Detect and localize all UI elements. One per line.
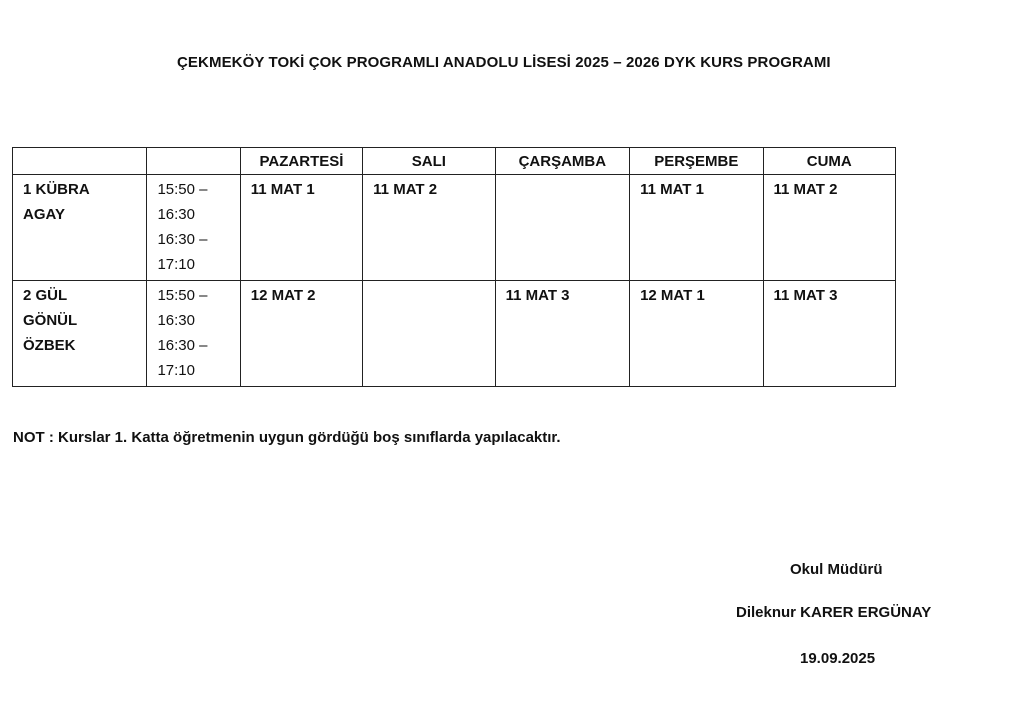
header-cuma: CUMA <box>763 148 895 175</box>
cell-cuma: 11 MAT 2 <box>763 175 895 281</box>
header-persembe: PERŞEMBE <box>630 148 763 175</box>
header-carsamba: ÇARŞAMBA <box>495 148 629 175</box>
cell-persembe: 11 MAT 1 <box>630 175 763 281</box>
table-row <box>13 281 896 387</box>
teacher-name-line: GÖNÜL <box>23 312 78 329</box>
signature-date: 19.09.2025 <box>800 650 876 667</box>
time-cell <box>147 281 240 387</box>
time-line: 16:30 <box>157 206 195 223</box>
time-line: 15:50 – <box>157 181 208 198</box>
teacher-cell <box>13 281 147 387</box>
cell-pazartesi: 12 MAT 2 <box>240 281 362 387</box>
note-text: NOT : Kurslar 1. Katta öğretmenin uygun gördüğü boş sınıflarda yapılacaktır. <box>13 429 561 446</box>
time-line: 17:10 <box>157 256 195 273</box>
header-pazartesi: PAZARTESİ <box>240 148 362 175</box>
teacher-name-line: 2 GÜL <box>23 287 68 304</box>
time-cell <box>147 175 240 281</box>
header-time <box>147 148 240 175</box>
teacher-name-line: AGAY <box>23 206 65 223</box>
cell-carsamba <box>495 175 629 281</box>
signature-name: Dileknur KARER ERGÜNAY <box>736 604 932 621</box>
time-line: 16:30 <box>157 312 195 329</box>
time-line: 15:50 – <box>157 287 208 304</box>
signature-role: Okul Müdürü <box>790 561 883 578</box>
cell-carsamba: 11 MAT 3 <box>495 281 629 387</box>
cell-sali: 11 MAT 2 <box>363 175 495 281</box>
course-schedule-table <box>12 147 896 387</box>
document-title: ÇEKMEKÖY TOKİ ÇOK PROGRAMLI ANADOLU LİSESİ 2025 – 2026 DYK KURS PROGRAMI <box>177 54 831 71</box>
header-sali: SALI <box>363 148 495 175</box>
header-teacher <box>13 148 147 175</box>
cell-cuma: 11 MAT 3 <box>763 281 895 387</box>
teacher-cell <box>13 175 147 281</box>
table-header-row <box>13 148 896 175</box>
cell-pazartesi: 11 MAT 1 <box>240 175 362 281</box>
table-row <box>13 175 896 281</box>
teacher-name-line: ÖZBEK <box>23 337 76 354</box>
cell-persembe: 12 MAT 1 <box>630 281 763 387</box>
time-line: 16:30 – <box>157 337 208 354</box>
time-line: 17:10 <box>157 362 195 379</box>
cell-sali <box>363 281 495 387</box>
teacher-name-line: 1 KÜBRA <box>23 181 90 198</box>
time-line: 16:30 – <box>157 231 208 248</box>
